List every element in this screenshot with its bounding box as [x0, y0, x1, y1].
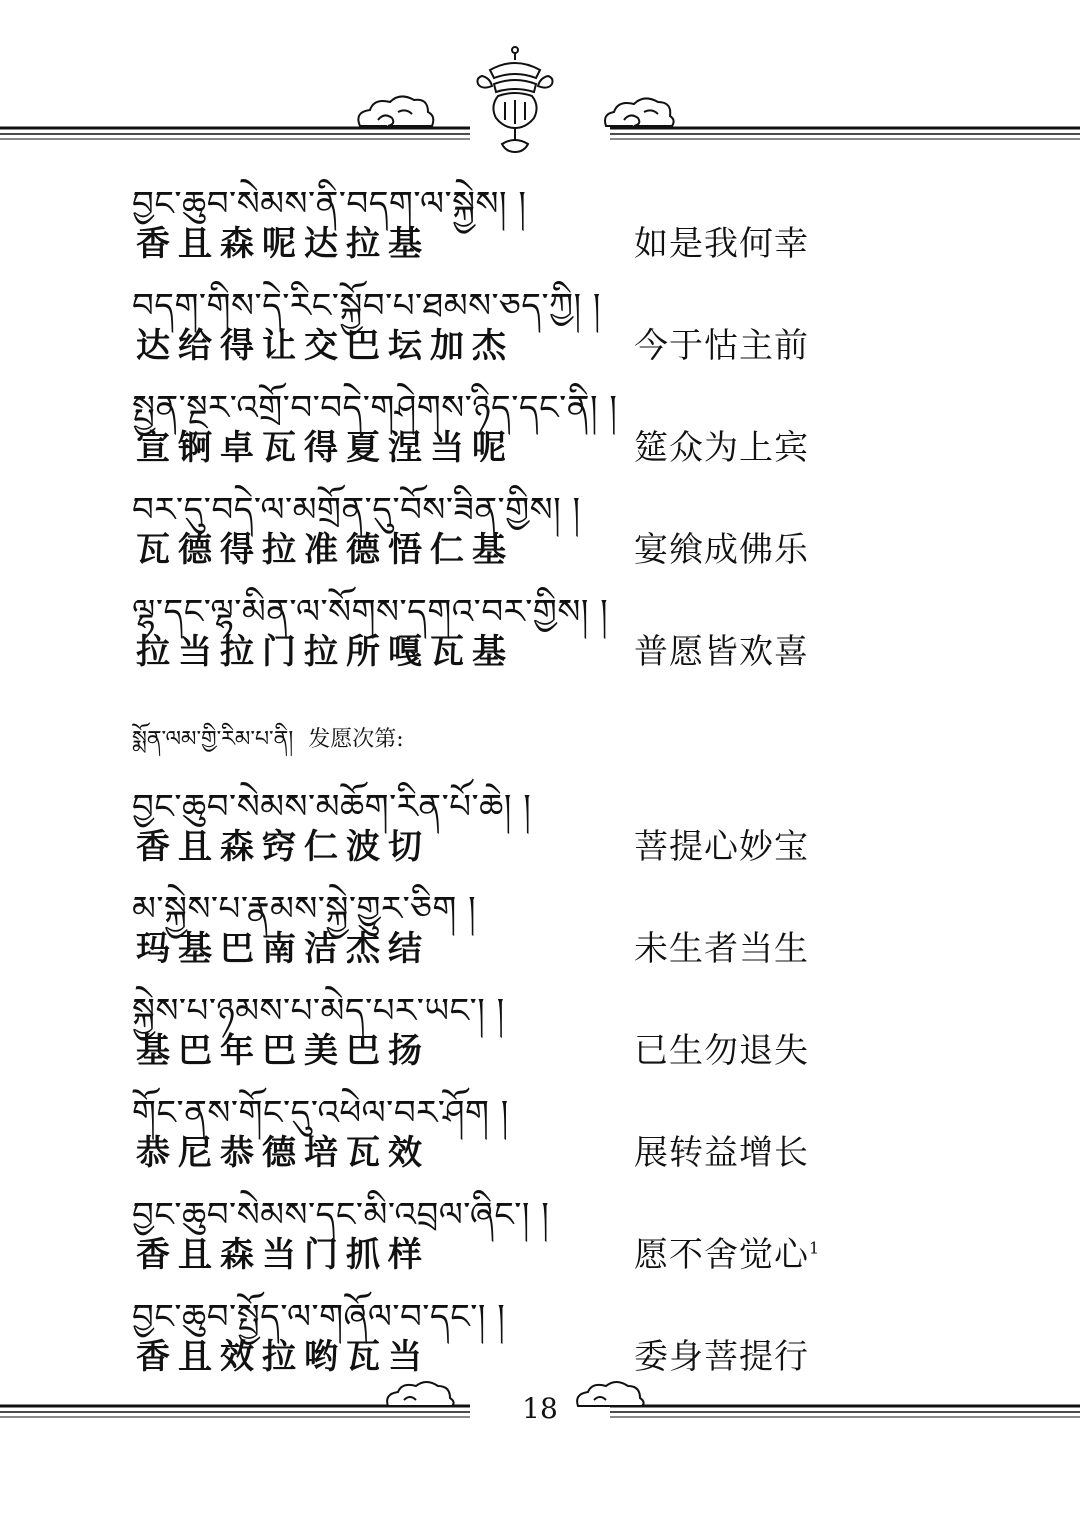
translation-line: 今于怙主前 [634, 326, 809, 366]
cloud-right-icon [605, 98, 674, 126]
phonetic-line: 玛基巴南洁杰结 [136, 929, 430, 969]
page-number: 18 [522, 1392, 558, 1425]
header-ornament [0, 40, 1080, 160]
tibetan-line: བདག་གིས་དེ་རིང་སྐྱོབ་པ་ཐམས་ཅད་ཀྱི། ། [132, 286, 601, 326]
section-heading [132, 714, 404, 776]
translation-line: 筵众为上宾 [634, 428, 809, 468]
phonetic-line: 拉当拉门拉所嘎瓦基 [136, 632, 514, 672]
phonetic-line: 香且森窍仁波切 [136, 827, 430, 867]
tibetan-line: མ་སྐྱེས་པ་རྣམས་སྐྱེ་གྱུར་ཅིག ། [132, 889, 477, 929]
tibetan-line: བྱང་ཆུབ་སེམས་ནི་བདག་ལ་སྐྱེས། ། [132, 184, 527, 224]
umbrella-icon [478, 47, 553, 152]
phonetic-line: 瓦德得拉准德悟仁基 [136, 530, 514, 570]
translation-line: 菩提心妙宝 [634, 827, 809, 867]
phonetic-line: 香且效拉哟瓦当 [136, 1337, 430, 1377]
translation-line: 已生勿退失 [634, 1031, 809, 1071]
phonetic-line: 达给得让交巴坛加杰 [136, 326, 514, 366]
tibetan-line: བྱང་ཆུབ་སེམས་མཆོག་རིན་པོ་ཆེ། ། [132, 787, 532, 827]
tibetan-line: བར་དུ་བདེ་ལ་མགྲོན་དུ་བོས་ཟིན་གྱིས། ། [132, 490, 581, 530]
translation-line: 展转益增长 [634, 1133, 809, 1173]
tibetan-line: སྐྱེས་པ་ཉམས་པ་མེད་པར་ཡང་། ། [132, 991, 505, 1031]
tibetan-line: གོང་ནས་གོང་དུ་འཕེལ་བར་ཤོག ། [132, 1093, 509, 1133]
translation-line: 如是我何幸 [634, 224, 809, 264]
translation-line: 普愿皆欢喜 [634, 632, 809, 672]
translation-text: 愿不舍觉心 [634, 1235, 809, 1275]
tibetan-line: སྤྱན་སྔར་འགྲོ་བ་བདེ་གཤེགས་ཉིད་དང་ནི། ། [132, 388, 618, 428]
section-heading-chinese: 发愿次第: [308, 727, 404, 752]
tibetan-line: ལྷ་དང་ལྷ་མིན་ལ་སོགས་དགའ་བར་གྱིས། ། [132, 592, 609, 632]
phonetic-line: 基巴年巴美巴扬 [136, 1031, 430, 1071]
cloud-left-icon [358, 96, 433, 126]
section-heading-tibetan: སྨོན་ལམ་གྱི་རིམ་པ་ནི། [132, 727, 294, 752]
phonetic-line: 香且森当门抓样 [136, 1235, 430, 1275]
translation-line: 宴飨成佛乐 [634, 530, 809, 570]
phonetic-line: 宣锕卓瓦得夏涅当呢 [136, 428, 514, 468]
phonetic-line: 恭尼恭德培瓦效 [136, 1133, 430, 1173]
translation-line: 未生者当生 [634, 929, 809, 969]
translation-line: 委身菩提行 [634, 1337, 809, 1377]
footnote-marker[interactable]: 1 [809, 1238, 821, 1258]
tibetan-line: བྱང་ཆུབ་སྤྱོད་ལ་གཞོལ་བ་དང་། ། [132, 1297, 506, 1337]
tibetan-line: བྱང་ཆུབ་སེམས་དང་མི་འབྲལ་ཞིང་། ། [132, 1195, 550, 1235]
translation-line [634, 1227, 820, 1276]
phonetic-line: 香且森呢达拉基 [136, 224, 430, 264]
